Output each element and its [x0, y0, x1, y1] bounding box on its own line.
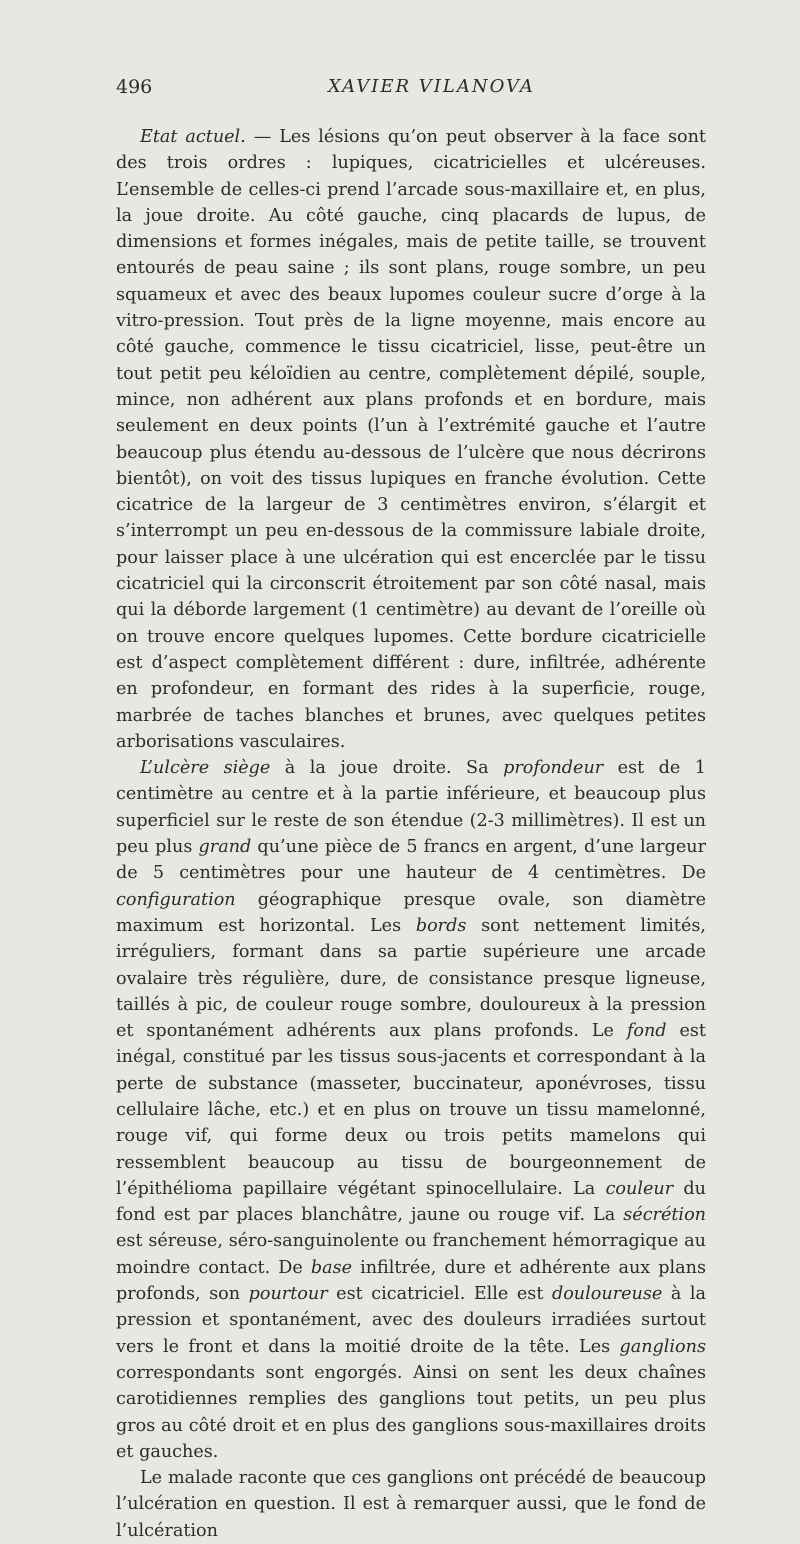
emphasis: pourtour	[248, 1284, 328, 1305]
emphasis: couleur	[605, 1178, 674, 1199]
page-number: 496	[116, 76, 153, 98]
paragraph-text: Le malade raconte que ces ganglions ont précédé de beaucoup l’ulcération en question. Il est à remarquer aussi, que le fond de l’ulcération	[116, 1468, 706, 1541]
emphasis: sécrétion	[623, 1205, 706, 1226]
paragraph-text: — Les lésions qu’on peut observer à la face sont des trois ordres : lupiques, cicatricielles et ulcéreuses. L’ensemble de celles-ci prend l’arcade sous-maxillaire et, en plus, la joue droite. Au côté gauche, cinq placards de lupus, de dimensions et formes inégales, mais de petite taille, se trouvent entourés de peau saine ; ils sont plans, rouge sombre, un peu squameux et avec des beaux lupomes couleur sucre d’orge à la vitro-pression. Tout près de la ligne moyenne, mais encore au côté gauche, commence le tissu cicatriciel, lisse, peut-être un tout petit peu kéloïdien au centre, complètement dépilé, souple, mince, non adhérent aux plans profonds et en bordure, mais seulement en deux points (l’un à l’extrémité gauche et l’autre beaucoup plus étendu au-dessous de l’ulcère que nous décrirons bientôt), on voit des tissus lupiques en franche évolution. Cette cicatrice de la largeur de 3 centimètres environ, s’élargit et s’interrompt un peu en-dessous de la commissure labiale droite, pour laisser place à une ulcération qui est encerclée par le tissu cicatriciel qui la circonscrit étroitement par son côté nasal, mais qui la déborde largement (1 centimètre) au devant de l’oreille où on trouve encore quelques lupomes. Cette bordure cicatricielle est d’aspect complètement différent : dure, infiltrée, adhérente en profondeur, en formant des rides à la superficie, rouge, marbrée de taches blanches et brunes, avec quelques petites arborisations vasculaires.	[116, 127, 706, 752]
paragraph-text: à la pression et spontanément, avec des douleurs irradiées surtout vers le front et dans la moitié droite de la tête. Les	[116, 1284, 706, 1357]
paragraph-text: est séreuse, séro-sanguinolente ou franchement hémorragique au moindre contact. De	[116, 1231, 706, 1278]
emphasis: profondeur	[503, 758, 604, 779]
paragraph-text: sont nettement limités, irréguliers, formant dans sa partie supérieure une arcade ovalaire très régulière, dure, de consistance presque ligneuse, taillés à pic, de couleur rouge sombre, douloureux à la pression et spontanément adhérents aux plans profonds. Le	[116, 915, 706, 1042]
emphasis: bords	[415, 915, 467, 936]
emphasis: fond	[626, 1021, 667, 1042]
emphasis: L’ulcère siège	[140, 758, 271, 779]
emphasis: douloureuse	[551, 1284, 663, 1305]
paragraph-text: est de 1 centimètre au centre et à la partie inférieure, et beaucoup plus superficiel sur le reste de son étendue (2-3 millimètres). Il est un peu plus	[116, 758, 706, 858]
paragraph-etat-actuel	[116, 124, 706, 755]
paragraph-text: qu’une pièce de 5 francs en argent, d’une largeur de 5 centimètres pour une hauteur de 4 centimètres. De	[116, 837, 706, 884]
page-header	[116, 76, 710, 104]
paragraph-ulcere	[116, 755, 706, 1465]
paragraph-malade	[116, 1465, 706, 1544]
paragraph-text: est cicatriciel. Elle est	[327, 1284, 552, 1305]
paragraph-text: infiltrée, dure et adhérente aux plans profonds, son	[116, 1257, 707, 1305]
paragraph-text: est inégal, constitué par les tissus sous-jacents et correspondant à la perte de substance (masseter, buccinateur, aponévroses, tissu cellulaire lâche, etc.) et en plus on trouve un tissu mamelonné, rouge vif, qui forme deux ou trois petits mamelons qui ressemblent beaucoup au tissu de bourgeonnement de l’épithélioma papillaire végétant spinocellulaire. La	[116, 1021, 706, 1199]
paragraph-text: du fond est par places blanchâtre, jaune ou rouge vif. La	[116, 1178, 706, 1226]
paragraph-text: correspondants sont engorgés. Ainsi on sent les deux chaînes carotidiennes remplies des ganglions tout petits, un peu plus gros au côté droit et en plus des ganglions sous-maxillaires droits et gauches.	[116, 1362, 706, 1462]
emphasis: grand	[198, 837, 252, 858]
emphasis: base	[310, 1257, 353, 1278]
running-title: XAVIER VILANOVA	[328, 76, 535, 97]
emphasis: ganglions	[619, 1336, 706, 1357]
section-lead: Etat actuel.	[140, 127, 246, 147]
paragraph-text: à la joue droite. Sa	[270, 758, 504, 779]
emphasis: configuration	[116, 889, 236, 910]
paragraph-text: géographique presque ovale, son diamètre maximum est horizontal. Les	[116, 889, 706, 936]
body-text	[116, 124, 706, 1544]
